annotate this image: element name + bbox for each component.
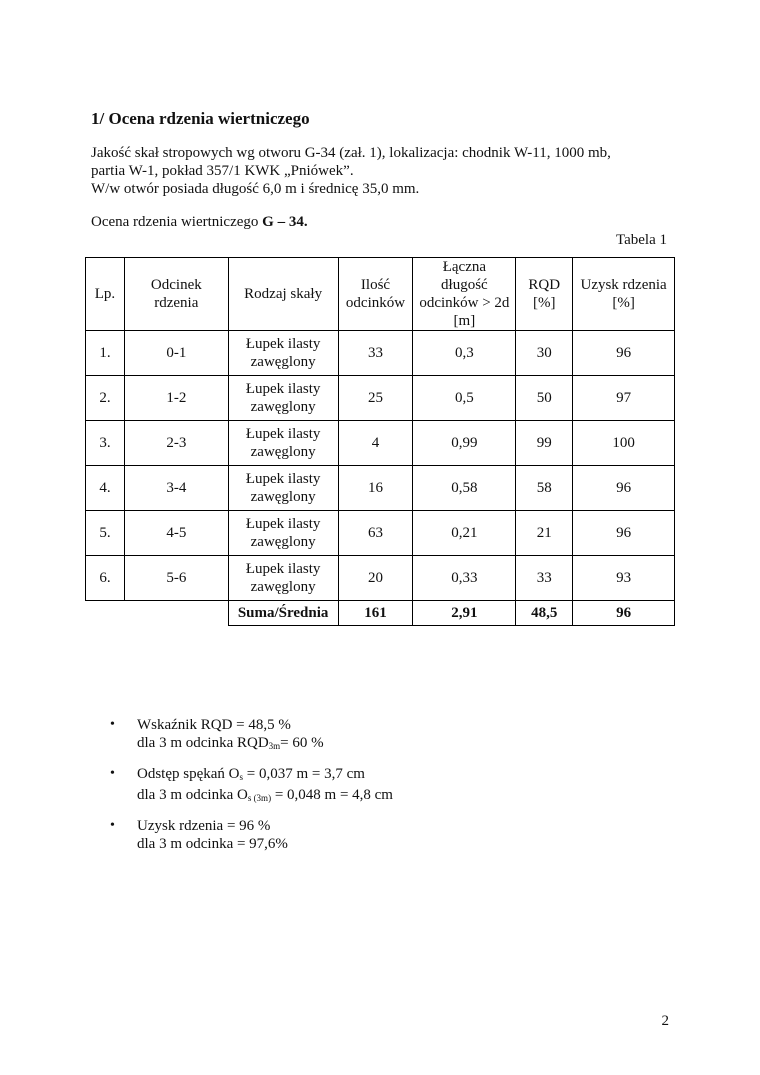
cell-rqd: 30: [516, 331, 573, 376]
cell-laczna: 0,5: [413, 376, 516, 421]
header-lp: Lp.: [86, 258, 125, 331]
caption-borehole-id: G – 34.: [262, 214, 308, 230]
note-line: dla 3 m odcinka = 97,6%: [137, 836, 288, 852]
cell-ilosc: 33: [338, 331, 413, 376]
header-ilosc: Ilość odcinków: [338, 258, 413, 331]
cell-odcinek: 1-2: [124, 376, 228, 421]
cell-laczna: 0,3: [413, 331, 516, 376]
cell-rqd: 99: [516, 421, 573, 466]
cell-lp: 3.: [86, 421, 125, 466]
cell-ilosc: 4: [338, 421, 413, 466]
cell-lp: 2.: [86, 376, 125, 421]
cell-laczna: 0,21: [413, 511, 516, 556]
intro-paragraph: [91, 144, 611, 198]
cell-rqd: 33: [516, 556, 573, 601]
cell-laczna: 0,58: [413, 466, 516, 511]
intro-line: W/w otwór posiada długość 6,0 m i średnicę 35,0 mm.: [91, 181, 420, 197]
header-odcinek: Odcinek rdzenia: [124, 258, 228, 331]
table-row: [86, 376, 675, 421]
cell-rock: Łupek ilasty zawęglony: [228, 466, 338, 511]
summary-bullet-list: [110, 716, 393, 863]
cell-lp: 1.: [86, 331, 125, 376]
cell-odcinek: 3-4: [124, 466, 228, 511]
cell-laczna: 0,33: [413, 556, 516, 601]
cell-odcinek: 4-5: [124, 511, 228, 556]
table-caption: [91, 214, 308, 231]
section-heading: 1/ Ocena rdzenia wiertniczego: [91, 109, 310, 128]
cell-ilosc: 25: [338, 376, 413, 421]
cell-uzysk: 96: [573, 466, 675, 511]
cell-rqd: 58: [516, 466, 573, 511]
list-item: [110, 716, 393, 755]
table-row: [86, 421, 675, 466]
header-uzysk: Uzysk rdzenia [%]: [573, 258, 675, 331]
core-assessment-table: [85, 257, 675, 626]
cell-uzysk: 97: [573, 376, 675, 421]
summary-rqd: 48,5: [516, 601, 573, 626]
bullet-icon: •: [110, 766, 115, 781]
table-row: [86, 556, 675, 601]
cell-rock: Łupek ilasty zawęglony: [228, 421, 338, 466]
note-line: Wskaźnik RQD = 48,5 %: [137, 717, 291, 733]
summary-uzysk: 96: [573, 601, 675, 626]
cell-ilosc: 20: [338, 556, 413, 601]
page-number: 2: [661, 1013, 669, 1029]
summary-laczna: 2,91: [413, 601, 516, 626]
list-item: [110, 765, 393, 807]
table-row: [86, 466, 675, 511]
bullet-icon: •: [110, 717, 115, 732]
note-line: Odstęp spękań $O_s = 0,037$ m = 3,7 cm: [137, 766, 365, 782]
table-summary-row: [86, 601, 675, 626]
blank-cell: [86, 601, 229, 626]
note-line: dla 3 m odcinka $RQD_{3m}= 60$ %: [137, 735, 324, 751]
cell-laczna: 0,99: [413, 421, 516, 466]
summary-label: Suma/Średnia: [228, 601, 338, 626]
cell-odcinek: 2-3: [124, 421, 228, 466]
table-label: Tabela 1: [615, 232, 667, 248]
cell-rqd: 21: [516, 511, 573, 556]
cell-uzysk: 96: [573, 511, 675, 556]
cell-odcinek: 5-6: [124, 556, 228, 601]
cell-lp: 4.: [86, 466, 125, 511]
cell-rock: Łupek ilasty zawęglony: [228, 376, 338, 421]
cell-lp: 5.: [86, 511, 125, 556]
list-item: [110, 817, 393, 853]
cell-rock: Łupek ilasty zawęglony: [228, 511, 338, 556]
cell-ilosc: 63: [338, 511, 413, 556]
table-row: [86, 331, 675, 376]
cell-rock: Łupek ilasty zawęglony: [228, 556, 338, 601]
summary-ilosc: 161: [338, 601, 413, 626]
header-rodzaj: Rodzaj skały: [228, 258, 338, 331]
cell-uzysk: 96: [573, 331, 675, 376]
cell-rock: Łupek ilasty zawęglony: [228, 331, 338, 376]
cell-uzysk: 93: [573, 556, 675, 601]
table-header-row: [86, 258, 675, 331]
note-line: Uzysk rdzenia = 96 %: [137, 818, 271, 834]
cell-lp: 6.: [86, 556, 125, 601]
note-line: dla 3 m odcinka $O_{s (3m)} = 0,048$ m = 4,8 cm: [137, 787, 393, 803]
bullet-icon: •: [110, 818, 115, 833]
cell-odcinek: 0-1: [124, 331, 228, 376]
cell-uzysk: 100: [573, 421, 675, 466]
header-laczna: Łączna długość odcinków > 2d [m]: [413, 258, 516, 331]
intro-line: partia W-1, pokład 357/1 KWK „Pniówek”.: [91, 163, 354, 179]
header-rqd: RQD [%]: [516, 258, 573, 331]
cell-rqd: 50: [516, 376, 573, 421]
intro-line: Jakość skał stropowych wg otworu G-34 (zał. 1), lokalizacja: chodnik W-11, 1000 mb,: [91, 145, 611, 161]
caption-text: Ocena rdzenia wiertniczego: [91, 214, 263, 230]
table-row: [86, 511, 675, 556]
cell-ilosc: 16: [338, 466, 413, 511]
